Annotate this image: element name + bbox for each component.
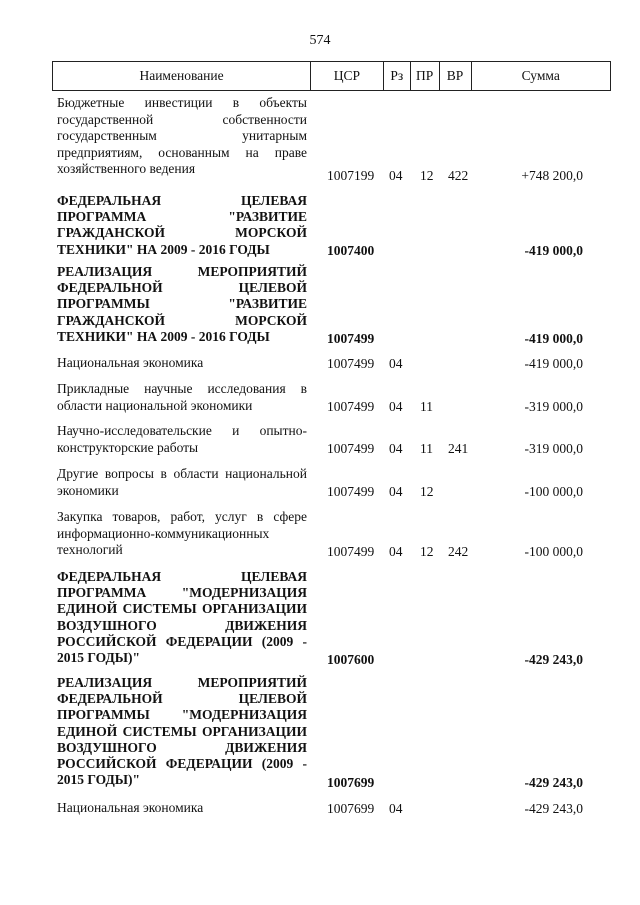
row-rz: 04 bbox=[389, 800, 403, 816]
row-csr: 1007199 bbox=[327, 167, 375, 183]
header-csr: ЦСР bbox=[310, 62, 383, 90]
row-sum: -419 000,0 bbox=[524, 330, 583, 346]
row-name: Научно-исследовательские и опытно-конструкторские работы bbox=[57, 423, 307, 455]
row-vr: 242 bbox=[448, 543, 469, 559]
table-row bbox=[0, 381, 640, 415]
header-name: Наименование bbox=[139, 68, 224, 83]
row-sum: -429 243,0 bbox=[524, 800, 583, 816]
row-csr: 1007400 bbox=[327, 242, 375, 258]
row-sum: -419 000,0 bbox=[524, 242, 583, 258]
row-csr: 1007499 bbox=[327, 543, 375, 559]
row-csr: 1007499 bbox=[327, 440, 375, 456]
row-pr: 12 bbox=[420, 167, 434, 183]
header-vr: ВР bbox=[439, 62, 471, 90]
row-rz: 04 bbox=[389, 440, 403, 456]
row-sum: -100 000,0 bbox=[524, 543, 583, 559]
row-csr: 1007499 bbox=[327, 398, 375, 414]
row-sum: -419 000,0 bbox=[524, 355, 583, 371]
row-name: ФЕДЕРАЛЬНАЯ ЦЕЛЕВАЯ ПРОГРАММА "МОДЕРНИЗАЦИЯ ЕДИНОЙ СИСТЕМЫ ОРГАНИЗАЦИИ ВОЗДУШНОГО ДВИЖЕНИЯ РОССИЙСКОЙ ФЕДЕРАЦИИ (2009 - 2015 ГОДЫ)" bbox=[57, 569, 307, 666]
table-row bbox=[0, 355, 640, 372]
row-name: РЕАЛИЗАЦИЯ МЕРОПРИЯТИЙ ФЕДЕРАЛЬНОЙ ЦЕЛЕВОЙ ПРОГРАММЫ "РАЗВИТИЕ ГРАЖДАНСКОЙ МОРСКОЙ ТЕХНИКИ" НА 2009 - 2016 ГОДЫ bbox=[57, 264, 307, 344]
row-pr: 12 bbox=[420, 543, 434, 559]
row-sum: -100 000,0 bbox=[524, 483, 583, 499]
row-rz: 04 bbox=[389, 355, 403, 371]
row-csr: 1007499 bbox=[327, 330, 375, 346]
page-number: 574 bbox=[309, 33, 331, 48]
table-header bbox=[52, 61, 611, 91]
row-name: Закупка товаров, работ, услуг в сфере информационно-коммуникационных технологий bbox=[57, 509, 307, 557]
row-sum: -319 000,0 bbox=[524, 440, 583, 456]
table-row bbox=[0, 675, 640, 791]
header-pr: ПР bbox=[410, 62, 439, 90]
row-rz: 04 bbox=[389, 398, 403, 414]
row-rz: 04 bbox=[389, 543, 403, 559]
row-pr: 11 bbox=[420, 440, 433, 456]
row-name: Прикладные научные исследования в области национальной экономики bbox=[57, 381, 307, 413]
row-sum: -429 243,0 bbox=[524, 774, 583, 790]
table-row bbox=[0, 800, 640, 817]
row-vr: 422 bbox=[448, 167, 469, 183]
row-pr: 11 bbox=[420, 398, 433, 414]
row-name: РЕАЛИЗАЦИЯ МЕРОПРИЯТИЙ ФЕДЕРАЛЬНОЙ ЦЕЛЕВОЙ ПРОГРАММЫ "МОДЕРНИЗАЦИЯ ЕДИНОЙ СИСТЕМЫ ОРГАНИЗАЦИИ ВОЗДУШНОГО ДВИЖЕНИЯ РОССИЙСКОЙ ФЕДЕРАЦИИ (2009 - 2015 ГОДЫ)" bbox=[57, 675, 307, 788]
row-name: Национальная экономика bbox=[57, 355, 204, 370]
row-sum: -429 243,0 bbox=[524, 651, 583, 667]
table-row bbox=[0, 466, 640, 500]
row-csr: 1007600 bbox=[327, 651, 375, 667]
row-name: Национальная экономика bbox=[57, 800, 204, 815]
header-rz: Рз bbox=[383, 62, 410, 90]
row-rz: 04 bbox=[389, 167, 403, 183]
row-vr: 241 bbox=[448, 440, 469, 456]
table-row bbox=[0, 264, 640, 347]
row-rz: 04 bbox=[389, 483, 403, 499]
table-row bbox=[0, 95, 640, 184]
row-csr: 1007699 bbox=[327, 774, 375, 790]
row-csr: 1007499 bbox=[327, 483, 375, 499]
header-sum: Сумма bbox=[471, 62, 611, 90]
row-csr: 1007499 bbox=[327, 355, 375, 371]
table-row bbox=[0, 193, 640, 259]
row-csr: 1007699 bbox=[327, 800, 375, 816]
table-row bbox=[0, 569, 640, 668]
row-sum: +748 200,0 bbox=[521, 167, 583, 183]
row-pr: 12 bbox=[420, 483, 434, 499]
table-row bbox=[0, 509, 640, 560]
table-row bbox=[0, 423, 640, 457]
row-name: Другие вопросы в области национальной экономики bbox=[57, 466, 307, 498]
row-name: Бюджетные инвестиции в объекты государственной собственности государственным унитарным предприятиям, основанным на праве хозяйственного ведения bbox=[57, 95, 307, 176]
row-name: ФЕДЕРАЛЬНАЯ ЦЕЛЕВАЯ ПРОГРАММА "РАЗВИТИЕ ГРАЖДАНСКОЙ МОРСКОЙ ТЕХНИКИ" НА 2009 - 2016 ГОДЫ bbox=[57, 193, 307, 257]
row-sum: -319 000,0 bbox=[524, 398, 583, 414]
